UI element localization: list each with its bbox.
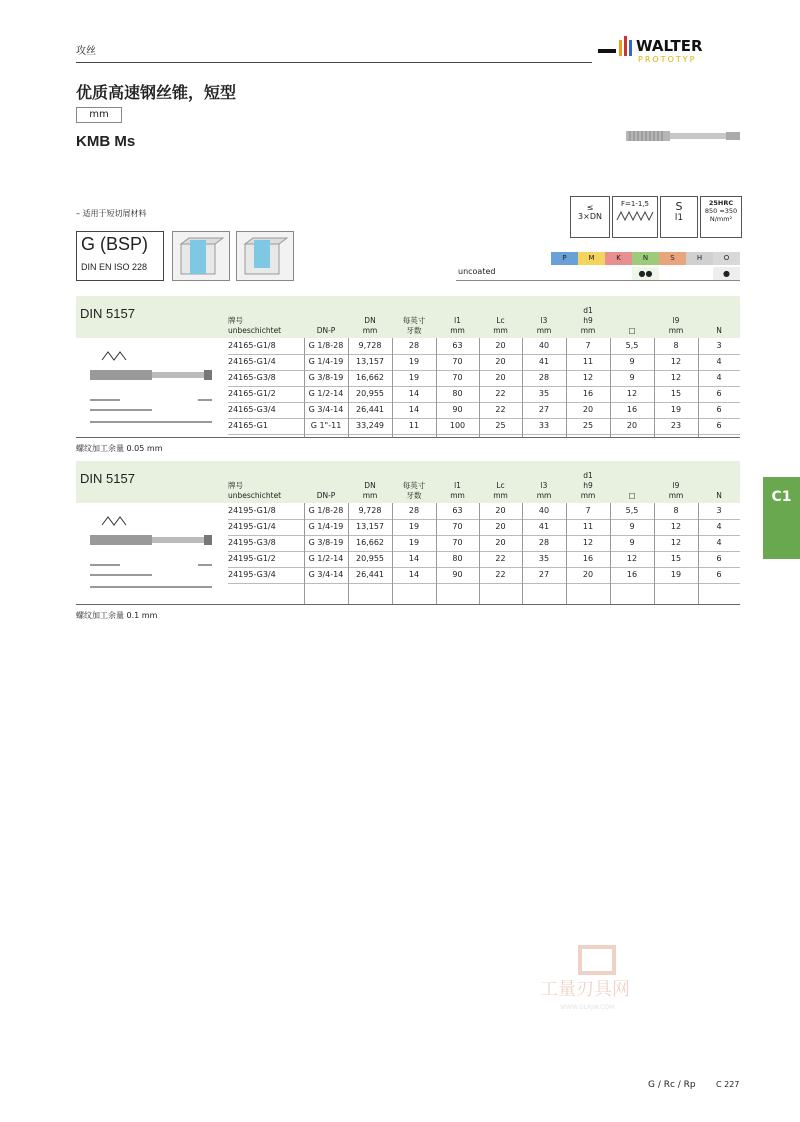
col-n-cell: 4 [716,373,722,382]
page-number: C 227 [716,1080,740,1089]
col-d1-cell: 16 [582,554,594,563]
col-tpi: 每英寸 牙数 [402,481,426,500]
col-l9-cell: 8 [673,341,679,350]
col-square-cell: 9 [629,373,635,382]
col-tpi-cell: 14 [408,405,420,414]
material-k: K [605,252,632,265]
col-dn-cell: 13,157 [356,357,384,366]
col-lc: Lc mm [493,316,508,335]
col-d1-cell: 7 [585,506,591,515]
din-title: DIN 5157 [80,471,135,486]
through-hole-icon [172,231,230,281]
col-l1: l1 mm [450,316,465,335]
col-d1: d1 h9 mm [580,306,596,335]
col-thread-cell: G 1/2-14 [308,554,344,563]
col-square-cell: 5,5 [625,341,639,350]
col-thread-cell: G 1"-11 [310,421,342,430]
depth-icon-top: ≤ [586,203,594,212]
col-d1-cell: 12 [582,373,594,382]
column-divider [479,338,480,438]
iso-standard: DIN EN ISO 228 [81,262,148,272]
col-lc: Lc mm [493,481,508,500]
col-l3-cell: 27 [538,570,550,579]
col-n-cell: 4 [716,357,722,366]
col-l1-cell: 70 [452,357,463,366]
col-lc-cell: 22 [495,570,506,579]
tap-image [624,128,742,144]
column-divider [610,338,611,438]
col-n-cell: 4 [716,538,722,547]
col-article-cell: 24195-G3/8 [228,538,276,547]
col-d1: d1 h9 mm [580,471,596,500]
col-lc-cell: 20 [495,538,506,547]
hardness-icon [700,196,742,238]
col-l9-cell: 8 [673,506,679,515]
col-n-cell: 4 [716,522,722,531]
col-d1-cell: 16 [582,389,594,398]
col-article-cell: 24195-G3/4 [228,570,276,579]
col-l1-cell: 90 [452,570,463,579]
watermark-url: WWW.GLRJW.COM [560,1004,615,1011]
col-article-cell: 24195-G1/8 [228,506,276,515]
col-thread-cell: G 3/4-14 [308,405,344,414]
col-thread-cell: G 3/4-14 [308,570,344,579]
col-lc-cell: 20 [495,373,506,382]
column-divider [304,338,305,438]
col-tpi-cell: 14 [408,554,420,563]
top-rule [76,62,592,63]
col-dn-cell: 9,728 [358,341,382,350]
col-l1-cell: 100 [449,421,466,430]
col-l9-cell: 15 [670,554,682,563]
chamfer-icon [612,196,658,238]
col-article-cell: 24165-G1/4 [228,357,276,366]
col-dn: DN mm [362,316,378,335]
col-l1-cell: 80 [452,554,463,563]
col-dn-cell: 33,249 [356,421,384,430]
col-l1-cell: 80 [452,389,463,398]
product-name: KMB Ms [76,133,136,150]
col-l1-cell: 63 [452,341,463,350]
material-s: S [659,252,686,265]
col-l1-cell: 70 [452,538,463,547]
col-l3-cell: 28 [538,373,550,382]
column-divider [348,503,349,605]
col-square-cell: 9 [629,357,635,366]
col-lc-cell: 20 [495,341,506,350]
section-tab-c1[interactable]: C1 [763,477,800,559]
allowance-note-2: 螺纹加工余量 0.1 mm [76,611,158,620]
col-lc-cell: 22 [495,405,506,414]
col-square-cell: 9 [629,538,635,547]
coating-row [456,267,740,281]
table-bottom-border [76,437,740,438]
col-l3-cell: 41 [538,522,550,531]
column-divider [610,503,611,605]
col-d1-cell: 11 [582,522,594,531]
length-icon-top: S [675,200,683,213]
watermark-text: 工量刃具网 [540,979,630,1000]
col-square: □ [628,326,636,335]
column-divider [436,503,437,605]
col-thread: DN-P [316,326,336,335]
col-article-cell: 24195-G1/2 [228,554,276,563]
col-lc-cell: 22 [495,389,506,398]
col-l1-cell: 63 [452,506,463,515]
material-h: H [686,252,713,265]
hardness-icon-bottom: 850 ≈350 N/mm² [704,207,738,223]
col-tpi-cell: 19 [408,373,420,382]
col-l3-cell: 40 [538,506,550,515]
col-square-cell: 16 [626,570,638,579]
col-article: 牌号 unbeschichtet [228,481,282,500]
walter-logo [598,34,743,64]
column-divider [348,338,349,438]
col-l3-cell: 28 [538,538,550,547]
col-dn-cell: 13,157 [356,522,384,531]
thread-standard: G (BSP) [81,234,149,254]
depth-icon-bottom: 3×DN [578,212,602,221]
col-l3: l3 mm [536,316,552,335]
product-table-2 [76,461,740,605]
col-l1-cell: 90 [452,405,463,414]
page-title: 优质高速钢丝锥，短型 [76,83,237,102]
col-square: □ [628,491,636,500]
col-square-cell: 12 [626,554,638,563]
material-p: P [551,252,578,265]
watermark-logo [540,945,660,1015]
col-tpi-cell: 19 [408,357,420,366]
col-tpi: 每英寸 牙数 [402,316,426,335]
col-l3-cell: 35 [538,554,550,563]
col-l9-cell: 19 [670,570,682,579]
material-m: M [578,252,605,265]
col-n-cell: 6 [716,389,722,398]
col-l3-cell: 40 [538,341,550,350]
col-thread: DN-P [316,491,336,500]
col-thread-cell: G 1/8-28 [308,341,344,350]
col-tpi-cell: 28 [408,341,420,350]
column-divider [304,503,305,605]
col-d1-cell: 7 [585,341,591,350]
blind-hole-icon [236,231,294,281]
col-square-cell: 5,5 [625,506,639,515]
col-dn-cell: 20,955 [356,554,384,563]
col-l9-cell: 12 [670,373,682,382]
col-dn-cell: 9,728 [358,506,382,515]
col-square-cell: 12 [626,389,638,398]
material-n: N [632,252,659,265]
col-dn-cell: 16,662 [356,538,384,547]
col-l9-cell: 12 [670,522,682,531]
col-tpi-cell: 28 [408,506,420,515]
col-lc-cell: 22 [495,554,506,563]
col-article: 牌号 unbeschichtet [228,316,282,335]
col-lc-cell: 25 [495,421,506,430]
col-article-cell: 24165-G1 [228,421,268,430]
col-square-cell: 9 [629,522,635,531]
col-n-cell: 6 [716,570,722,579]
column-divider [392,503,393,605]
col-tpi-cell: 19 [408,538,420,547]
col-l1-cell: 70 [452,373,463,382]
col-l1: l1 mm [450,481,465,500]
col-lc-cell: 20 [495,357,506,366]
col-d1-cell: 11 [582,357,594,366]
material-groups-row [456,252,740,265]
table-header [76,296,740,338]
col-dn-cell: 16,662 [356,373,384,382]
column-divider [522,338,523,438]
col-l3-cell: 41 [538,357,550,366]
unit-badge: mm [76,107,122,123]
col-n-cell: 6 [716,405,722,414]
tap-dimension-drawing [80,340,220,430]
allowance-note-1: 螺纹加工余量 0.05 mm [76,444,163,453]
product-table-1 [76,296,740,438]
coating-label: uncoated [458,267,496,276]
col-dn-cell: 26,441 [356,405,384,414]
col-thread-cell: G 1/2-14 [308,389,344,398]
column-divider [698,338,699,438]
standard-box [76,231,164,281]
col-article-cell: 24165-G1/8 [228,341,276,350]
col-tpi-cell: 11 [408,421,420,430]
column-divider [436,338,437,438]
col-d1-cell: 20 [582,570,594,579]
col-article-cell: 24195-G1/4 [228,522,276,531]
section-label: 攻丝 [76,46,96,57]
col-thread-cell: G 1/4-19 [308,357,344,366]
col-tpi-cell: 14 [408,570,420,579]
logo-brand-text: WALTER [636,37,703,55]
col-dn-cell: 26,441 [356,570,384,579]
col-l3: l3 mm [536,481,552,500]
length-icon-bottom: l1 [674,213,684,223]
column-divider [522,503,523,605]
material-o: O [713,252,740,265]
column-divider [654,503,655,605]
col-article-cell: 24165-G1/2 [228,389,276,398]
col-n: N [716,491,722,500]
column-divider [479,503,480,605]
col-l9: l9 mm [668,481,684,500]
col-thread-cell: G 1/8-28 [308,506,344,515]
col-l9-cell: 19 [670,405,682,414]
col-l9: l9 mm [668,316,684,335]
col-l9-cell: 12 [670,357,682,366]
table-header [76,461,740,503]
rating-o: ● [713,267,740,280]
chamfer-icon-label: F=1-1,5 [620,200,649,208]
col-thread-cell: G 3/8-19 [308,538,344,547]
col-thread-cell: G 1/4-19 [308,522,344,531]
col-n-cell: 3 [716,506,722,515]
column-divider [654,338,655,438]
col-n-cell: 6 [716,554,722,563]
din-title: DIN 5157 [80,306,135,321]
col-d1-cell: 20 [582,405,594,414]
col-d1-cell: 12 [582,538,594,547]
col-n-cell: 6 [716,421,722,430]
col-l1-cell: 70 [452,522,463,531]
hardness-icon-top: 25HRC [708,199,734,207]
column-divider [698,503,699,605]
col-square-cell: 20 [626,421,638,430]
col-l3-cell: 27 [538,405,550,414]
col-n: N [716,326,722,335]
col-lc-cell: 20 [495,506,506,515]
column-divider [566,503,567,605]
col-tpi-cell: 14 [408,389,420,398]
column-divider [392,338,393,438]
col-n-cell: 3 [716,341,722,350]
table-bottom-border [76,604,740,605]
col-l9-cell: 15 [670,389,682,398]
col-square-cell: 16 [626,405,638,414]
rating-n: ●● [632,267,659,280]
col-article-cell: 24165-G3/8 [228,373,276,382]
material-note: – 适用于短切屑材料 [76,209,147,218]
col-article-cell: 24165-G3/4 [228,405,276,414]
length-icon [660,196,698,238]
col-dn: DN mm [362,481,378,500]
col-l3-cell: 35 [538,389,550,398]
column-divider [566,338,567,438]
col-thread-cell: G 3/8-19 [308,373,344,382]
tap-dimension-drawing [80,505,220,595]
footer-section: G / Rc / Rp [648,1080,696,1090]
col-d1-cell: 25 [582,421,594,430]
col-tpi-cell: 19 [408,522,420,531]
col-l9-cell: 12 [670,538,682,547]
col-l9-cell: 23 [670,421,682,430]
col-lc-cell: 20 [495,522,506,531]
col-l3-cell: 33 [538,421,550,430]
depth-icon [570,196,610,238]
logo-sub-text: PROTOTYP [638,55,697,64]
col-dn-cell: 20,955 [356,389,384,398]
